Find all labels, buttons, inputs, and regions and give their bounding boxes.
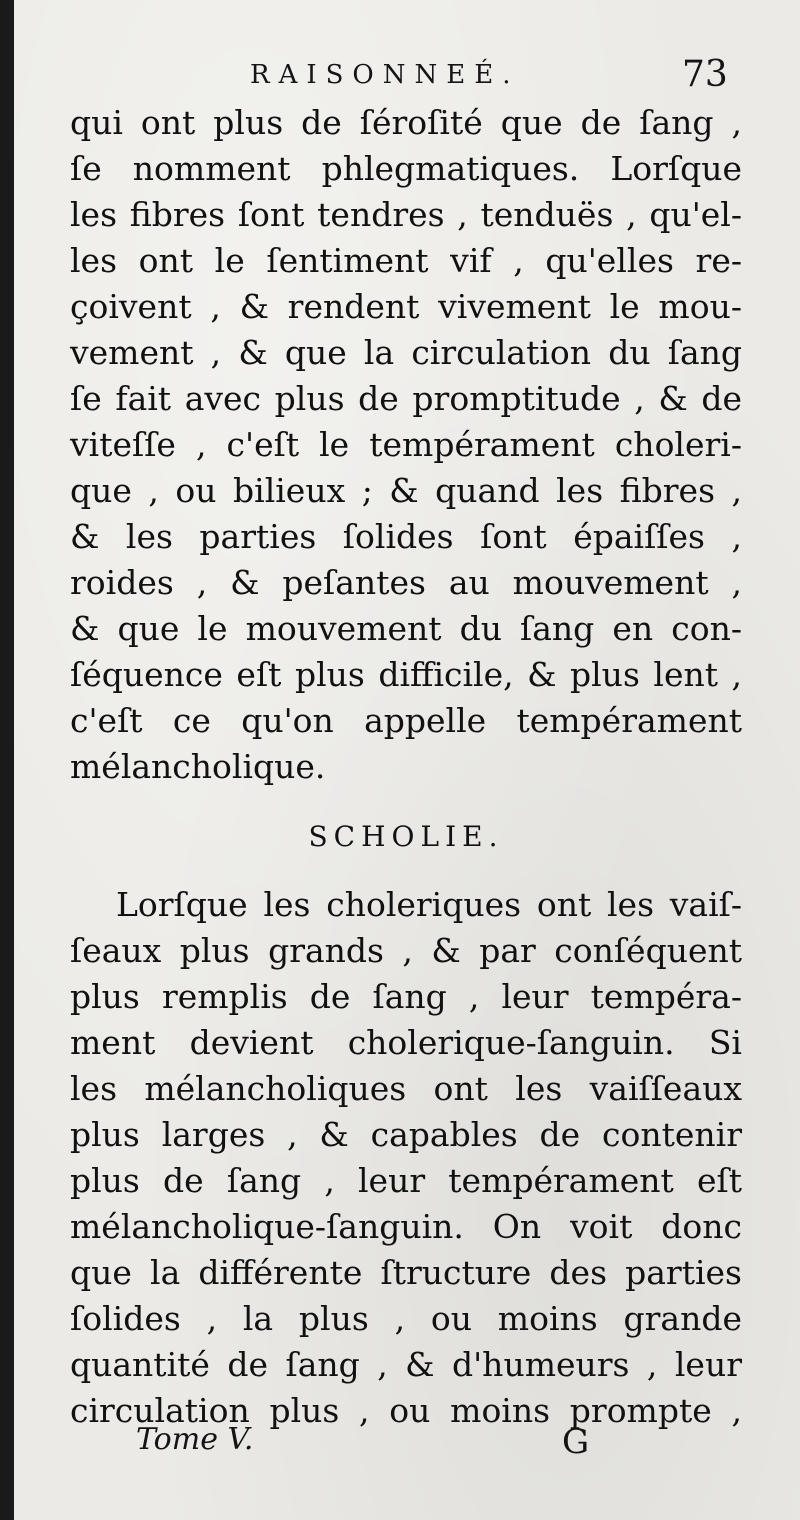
text-line: Lorſque les choleriques ont les vaiſ- [116,885,742,924]
text-line: mélancholique-ſanguin. On voit donc [70,1207,742,1246]
text-line: que la différente ſtructure des parties [70,1253,742,1292]
page-footer [14,1422,800,1472]
text-line: & que le mouvement du ſang en con- [70,609,742,648]
text-line: ment devient cholerique-ſanguin. Si [70,1023,742,1062]
text-line: mélancholique. [70,747,326,786]
section-heading: SCHOLIE. [308,820,504,853]
text-line: circulation plus , ou moins prompte , [70,1391,742,1430]
text-line: que , ou bilieux ; & quand les fibres , [70,471,742,510]
page-number: 73 [682,54,728,95]
text-line: ſe fait avec plus de promptitude , & de [70,379,742,418]
text-line: ſéquence eſt plus difficile, & plus lent , [70,655,742,694]
running-head [14,54,800,98]
volume-label: Tome V. [136,1422,254,1457]
text-line: ſolides , la plus , ou moins grande [70,1299,742,1338]
book-page [14,0,800,1520]
text-line: roides , & peſantes au mouvement , [70,563,742,602]
text-line: çoivent , & rendent vivement le mou- [70,287,742,326]
body-text [70,100,742,1434]
paragraph-1 [70,100,742,790]
signature-mark: G [562,1422,590,1462]
text-line: plus remplis de ſang , leur tempéra- [70,977,742,1016]
text-line: les ont le ſentiment vif , qu'elles re- [70,241,742,280]
text-line: c'eſt ce qu'on appelle tempérament [70,701,742,740]
text-line: plus larges , & capables de contenir [70,1115,742,1154]
text-line: plus de ſang , leur tempérament eſt [70,1161,742,1200]
text-line: quantité de ſang , & d'humeurs , leur [70,1345,742,1384]
running-title: RAISONNEÉ. [250,60,520,90]
text-line: ſeaux plus grands , & par conſéquent [70,931,742,970]
text-line: vement , & que la circulation du ſang [70,333,742,372]
text-line: ſe nomment phlegmatiques. Lorſque [70,149,742,188]
text-line: qui ont plus de ſéroſité que de ſang , [70,103,742,142]
text-line: les fibres ſont tendres , tenduës , qu'el- [70,195,742,234]
text-line: les mélancholiques ont les vaiſſeaux [70,1069,742,1108]
paragraph-2 [70,882,742,1434]
text-line: viteſſe , c'eſt le tempérament choleri- [70,425,742,464]
text-line: & les parties ſolides ſont épaiſſes , [70,517,742,556]
